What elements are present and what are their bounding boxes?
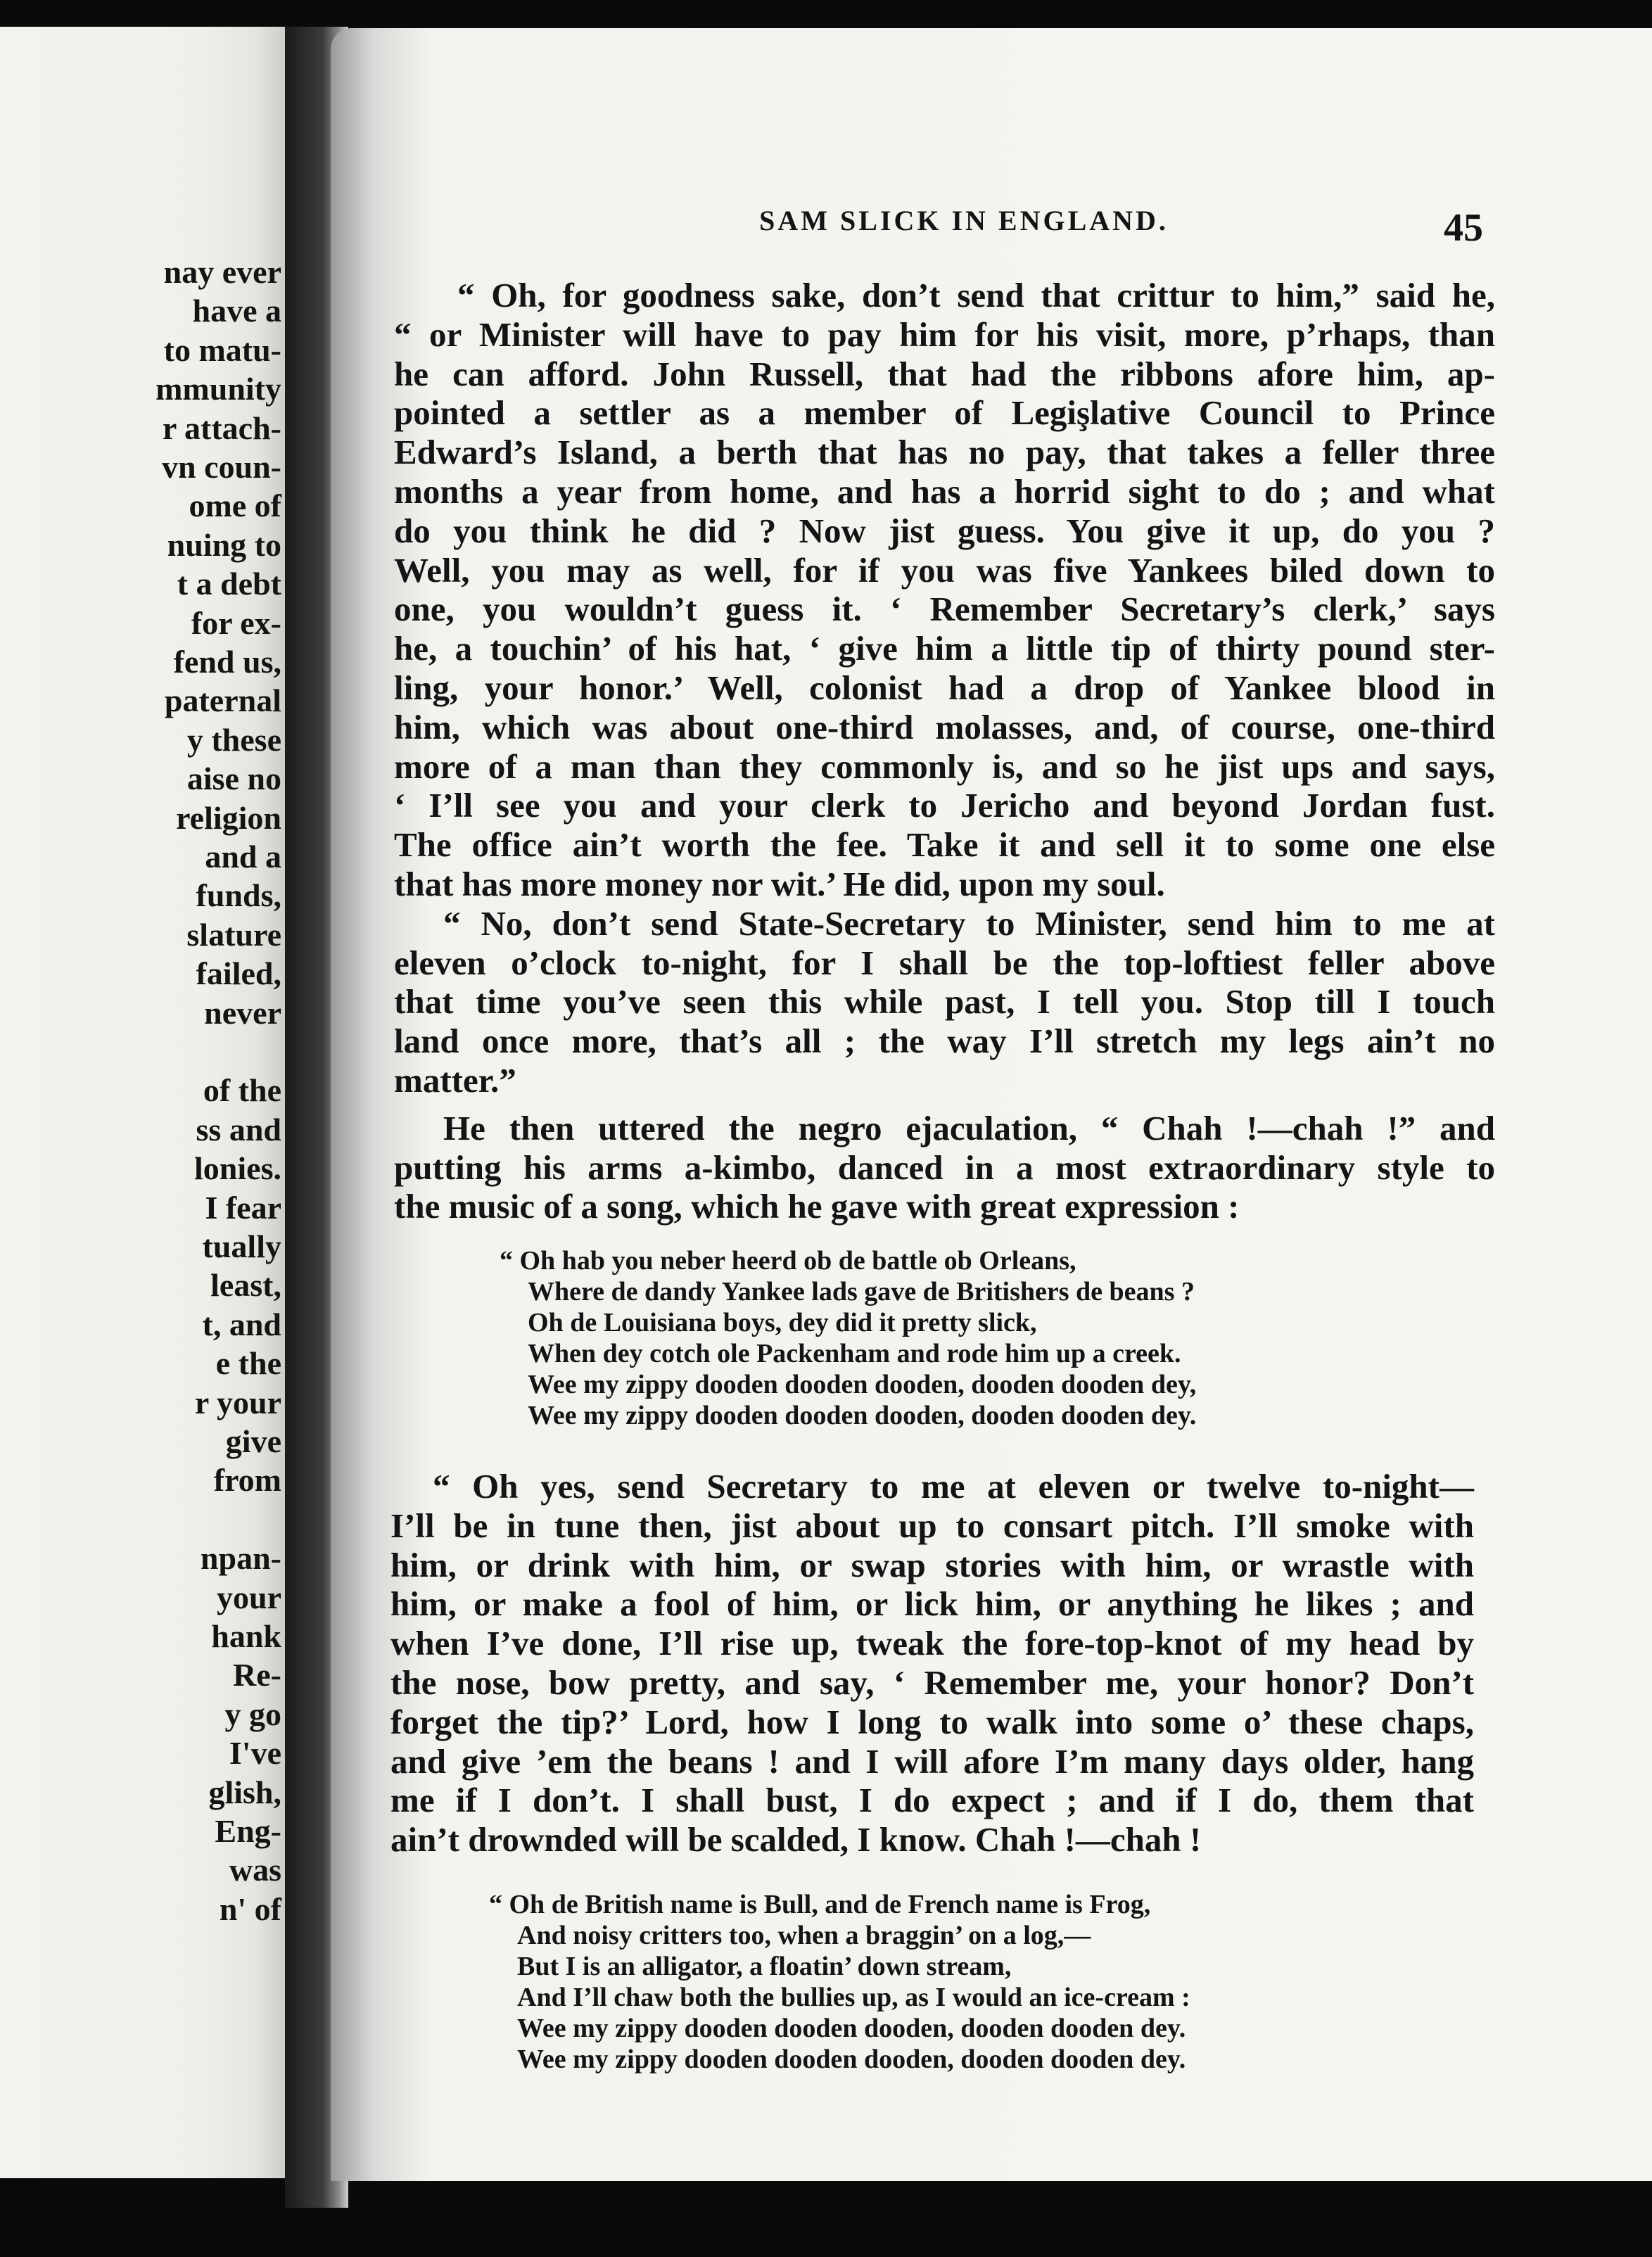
text-line: and give ’em the beans ! and I will afore I’m many days older, hang: [390, 1741, 1474, 1781]
text-line: him, or drink with him, or swap stories with him, or wrastle with: [390, 1545, 1474, 1584]
paragraph-1: [394, 276, 1495, 904]
text-line: forget the tip?’ Lord, how I long to walk into some o’ these chaps,: [390, 1702, 1474, 1741]
text-line: more of a man than they commonly is, and so he jist ups and says,: [394, 746, 1495, 786]
paragraph-2: [394, 904, 1495, 1100]
verse-line: “ Oh de British name is Bull, and de French name is Frog,: [489, 1890, 1151, 1919]
paragraph-4: [390, 1467, 1474, 1859]
left-page-fragment: r your: [194, 1384, 281, 1420]
text-line: Edward’s Island, a berth that has no pay, that takes a feller three: [394, 433, 1495, 472]
text-line: The office ain’t worth the fee. Take it and sell it to some one else: [394, 825, 1495, 865]
left-page-fragment: y go: [224, 1696, 281, 1732]
left-page-fragment: t, and: [202, 1306, 281, 1342]
page-number: 45: [1444, 206, 1483, 250]
left-page-fragment: have a: [192, 293, 281, 329]
left-page-fragment: failed,: [196, 955, 281, 992]
left-page-fragment: I've: [229, 1735, 281, 1772]
text-line: He then uttered the negro ejaculation, “ Chah !—chah !” and: [443, 1108, 1495, 1147]
paragraph-3: [394, 1109, 1495, 1226]
left-page-fragment: glish,: [208, 1774, 281, 1810]
left-page-fragment: never: [204, 994, 281, 1031]
verse-line: Where de dandy Yankee lads gave de Britishers de beans ?: [528, 1277, 1195, 1306]
text-line: do you think he did ? Now jist guess. You give it up, do you ?: [394, 511, 1495, 550]
verse-line: “ Oh hab you neber heerd ob de battle ob Orleans,: [500, 1246, 1076, 1276]
left-page-fragment: give: [225, 1423, 281, 1459]
verse-1: [500, 1245, 1344, 1431]
left-page-fragment: was: [229, 1852, 281, 1888]
text-line: ling, your honor.’ Well, colonist had a drop of Yankee blood in: [394, 668, 1495, 707]
running-head: SAM SLICK IN ENGLAND.: [759, 205, 1169, 236]
left-page-fragment: fend us,: [173, 644, 281, 680]
verse-line: And I’ll chaw both the bullies up, as I would an ice-cream :: [517, 1983, 1190, 2012]
text-line: when I’ve done, I’ll rise up, tweak the fore-top-knot of my head by: [390, 1624, 1474, 1663]
left-page-fragment: [0, 1033, 281, 1071]
left-page-fragment: aise no: [186, 761, 281, 797]
left-page-fragment: [0, 1501, 281, 1539]
left-page-fragment: ss and: [196, 1111, 281, 1147]
text-line: ‘ I’ll see you and your clerk to Jericho and beyond Jordan fust.: [394, 786, 1495, 825]
left-page-fragment: least,: [210, 1267, 281, 1304]
left-page-fragment: paternal: [164, 682, 281, 719]
verse-line: And noisy critters too, when a braggin’ on a log,—: [517, 1921, 1091, 1950]
body-text: [394, 276, 1495, 1226]
left-page-fragment: your: [217, 1579, 281, 1615]
verse-2: [489, 1889, 1333, 2075]
body-text-2: [390, 1467, 1474, 1859]
text-line: months a year from home, and has a horrid sight to do ; and what: [394, 471, 1495, 511]
left-page-fragment: religion: [176, 799, 281, 836]
text-line: “ Oh yes, send Secretary to me at eleven or twelve to-night—: [433, 1467, 1474, 1506]
text-line: ain’t drownded will be scalded, I know. Chah !—chah !: [390, 1820, 1202, 1859]
text-line: him, which was about one-third molasses, and, of course, one-third: [394, 707, 1495, 746]
left-page-fragment: npan-: [200, 1540, 281, 1577]
left-page-fragment: Eng-: [215, 1813, 281, 1849]
left-page-fragment: of the: [203, 1072, 281, 1109]
text-line: one, you wouldn’t guess it. ‘ Remember Secretary’s clerk,’ says: [394, 590, 1495, 629]
left-page-fragment: from: [213, 1462, 281, 1499]
left-page-fragment: for ex-: [191, 604, 281, 641]
text-line: the nose, bow pretty, and say, ‘ Remember me, your honor? Don’t: [390, 1662, 1474, 1702]
left-page-fragment: r attach-: [162, 409, 281, 446]
text-line: Well, you may as well, for if you was five Yankees biled down to: [394, 550, 1495, 590]
text-line: “ No, don’t send State-Secretary to Minister, send him to me at: [443, 903, 1495, 943]
text-line: me if I don’t. I shall bust, I do expect ; and if I do, them that: [390, 1781, 1474, 1820]
left-page-fragment: e the: [215, 1345, 281, 1382]
text-line: “ Oh, for goodness sake, don’t send that crittur to him,” said he,: [457, 276, 1495, 314]
left-page-fragment: slature: [186, 916, 281, 953]
left-page-fragment: n' of: [219, 1890, 281, 1927]
left-page-fragment: mmunity: [155, 371, 281, 407]
left-page-fragment: I fear: [205, 1189, 281, 1226]
text-line: I’ll be in tune then, jist about up to consart pitch. I’ll smoke with: [390, 1506, 1474, 1545]
verse-line: Wee my zippy dooden dooden dooden, dooden dooden dey.: [517, 2014, 1186, 2043]
text-line: that has more money nor wit.’ He did, upon my soul.: [394, 864, 1165, 903]
left-page-fragment: hank: [211, 1618, 281, 1654]
left-page-fragment: nay ever: [163, 254, 281, 290]
text-line: putting his arms a-kimbo, danced in a most extraordinary style to: [394, 1147, 1495, 1187]
verse-line: When dey cotch ole Packenham and rode him up a creek.: [528, 1339, 1181, 1368]
text-line: pointed a settler as a member of Legişlative Council to Prince: [394, 393, 1495, 433]
verse-line: Oh de Louisiana boys, dey did it pretty slick,: [528, 1308, 1037, 1337]
left-page-fragment: t a debt: [177, 566, 281, 602]
text-line: that time you’ve seen this while past, I tell you. Stop till I touch: [394, 982, 1495, 1022]
text-line: he, a touchin’ of his hat, ‘ give him a little tip of thirty pound ster-: [394, 629, 1495, 668]
verse-line: Wee my zippy dooden dooden dooden, dooden dooden dey.: [517, 2045, 1186, 2074]
left-page-fragment: ome of: [189, 488, 281, 524]
left-page: [0, 27, 285, 2178]
verse-line: Wee my zippy dooden dooden dooden, dooden dooden dey,: [528, 1370, 1197, 1399]
left-page-fragment: y these: [186, 721, 281, 758]
text-line: the music of a song, which he gave with great expression :: [394, 1187, 1240, 1226]
left-page-fragment: tually: [202, 1228, 281, 1264]
left-page-fragment: lonies.: [194, 1150, 281, 1187]
text-line: land once more, that’s all ; the way I’ll stretch my legs ain’t no: [394, 1022, 1495, 1061]
left-page-fragment: nuing to: [167, 526, 281, 563]
verse-line: But I is an alligator, a floatin’ down stream,: [517, 1952, 1012, 1981]
text-line: him, or make a fool of him, or lick him, or anything he likes ; and: [390, 1584, 1474, 1624]
left-page-fragment: to matu-: [163, 331, 281, 368]
text-line: eleven o’clock to-night, for I shall be the top-loftiest feller above: [394, 943, 1495, 982]
left-page-fragment: and a: [205, 839, 281, 875]
left-page-fragment: Re-: [233, 1657, 281, 1693]
text-line: matter.”: [394, 1060, 516, 1100]
text-line: “ or Minister will have to pay him for his visit, more, p’rhaps, than: [394, 314, 1495, 354]
verse-line: Wee my zippy dooden dooden dooden, dooden dooden dey.: [528, 1401, 1197, 1430]
text-line: he can afford. John Russell, that had the ribbons afore him, ap-: [394, 354, 1495, 393]
left-page-fragment: funds,: [196, 877, 281, 914]
left-page-fragment: vn coun-: [162, 449, 281, 485]
